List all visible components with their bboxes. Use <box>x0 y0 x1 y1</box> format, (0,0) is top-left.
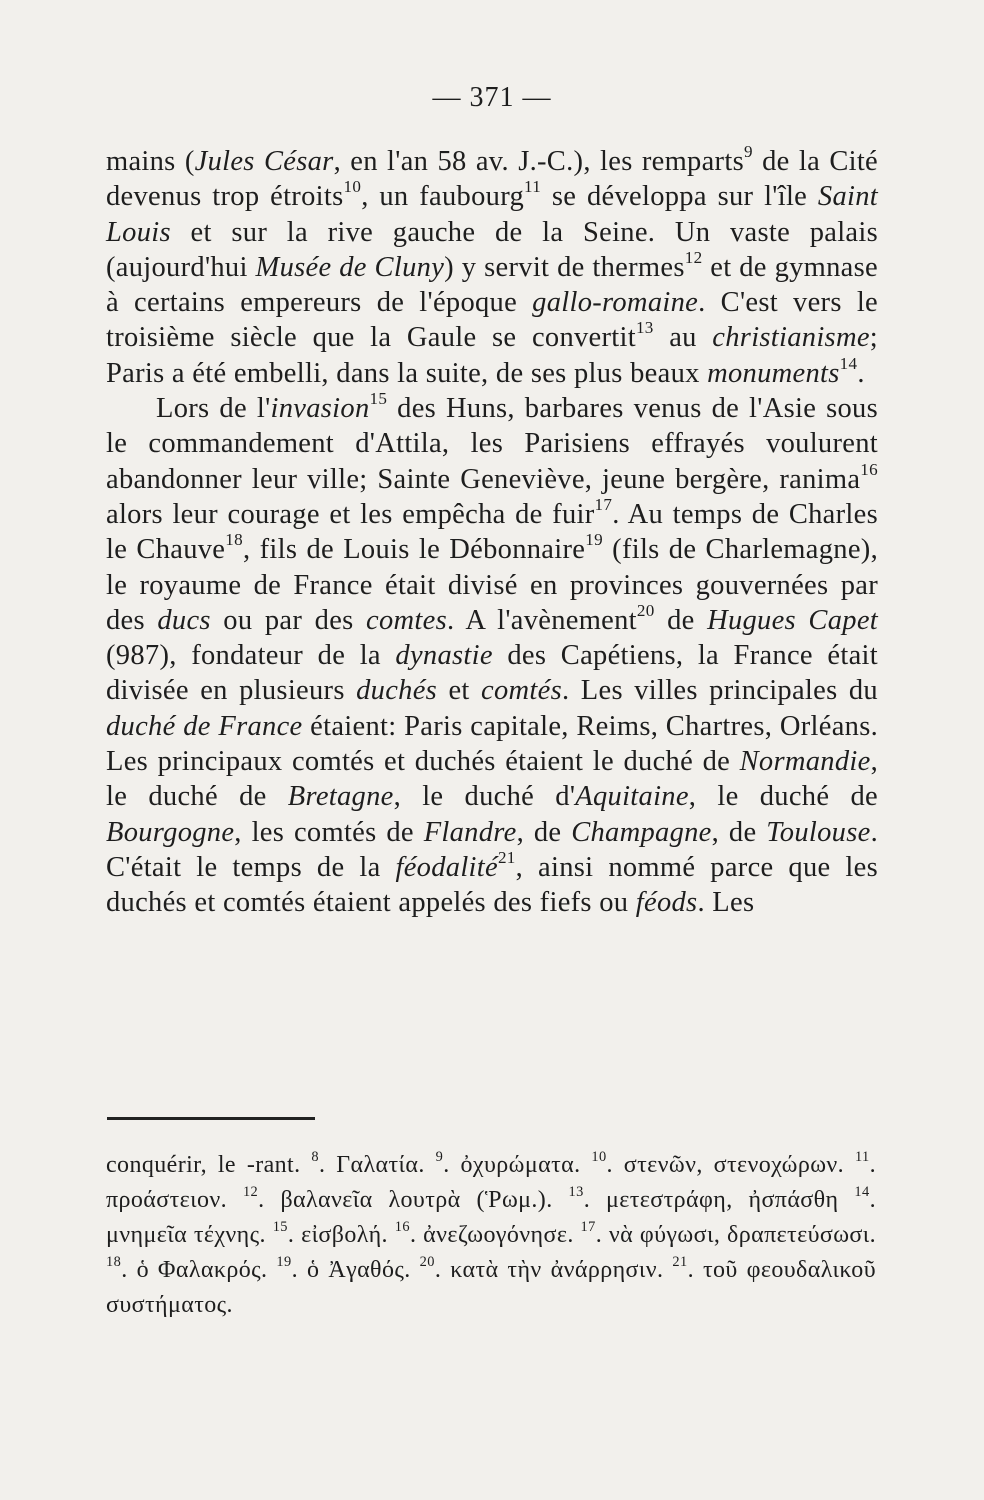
text-run: . προάστειον. <box>106 1152 876 1213</box>
text-run: . Au temps de Charles le Chauve <box>106 498 878 566</box>
text-run: . ὀχυρώματα. <box>443 1152 592 1178</box>
text-run: , en l'an 58 av. J.-C.), les remparts <box>333 146 744 177</box>
text-run: , les comtés de <box>234 816 424 848</box>
text-run: . ἀνεζωογόνησε. <box>409 1222 581 1248</box>
text-run: , de <box>516 816 572 848</box>
footnote-ref: 13 <box>635 318 654 338</box>
text-run: , de <box>711 816 767 848</box>
text-run: . κατὰ τὴν ἀνάρρησιν. <box>434 1257 673 1283</box>
text-run: . μνημεῖα τέχνης. <box>106 1187 876 1248</box>
text-run: . C'est vers le troisième siècle que la Gaule se convertit <box>106 287 879 354</box>
footnote-ref: 8 <box>311 1149 319 1166</box>
footnotes <box>106 1148 876 1323</box>
main-text <box>106 144 878 921</box>
text-run: , fils de Louis le Débonnaire <box>242 534 586 566</box>
text-run: de la Cité devenus trop étroits <box>106 146 879 213</box>
footnote-ref: 12 <box>684 248 703 268</box>
text-run: (987), fondateur de la <box>106 640 396 672</box>
footnote-ref: 15 <box>272 1219 288 1236</box>
footnote-ref: 11 <box>854 1149 870 1166</box>
footnote-ref: 15 <box>369 389 388 409</box>
italic-term: Flandre <box>423 816 517 848</box>
footnote-ref: 14 <box>854 1184 870 1201</box>
text-run: étaient: Paris capitale, Reims, Chartres, Orléans. Les principaux comtés et duchés étaient le duché de <box>106 710 879 778</box>
footnote-ref: 18 <box>225 530 243 550</box>
footnote-ref: 19 <box>276 1254 292 1271</box>
footnote-ref: 21 <box>497 848 516 868</box>
footnote-ref: 19 <box>585 530 603 550</box>
italic-term: duchés <box>356 675 438 707</box>
footnote-ref: 20 <box>636 601 655 621</box>
text-run: . A l'avènement <box>446 604 637 636</box>
italic-term: féods <box>635 887 698 919</box>
italic-term: ducs <box>157 604 211 636</box>
italic-term: féodalité <box>395 851 498 883</box>
footnote-ref: 12 <box>242 1184 259 1201</box>
italic-term: Aquitaine <box>575 781 689 813</box>
text-run: et de gymnase à certains empereurs de l'époque <box>106 251 878 319</box>
italic-term: invasion <box>270 393 370 425</box>
text-run: , un faubourg <box>361 181 525 213</box>
text-run: mains ( <box>106 146 195 177</box>
text-run: se développa sur l'île <box>541 181 818 213</box>
text-run: et <box>437 675 482 707</box>
text-run: au <box>653 322 713 354</box>
italic-term: Jules César <box>194 146 334 177</box>
text-run: . <box>857 357 865 389</box>
text-run: . νὰ φύγωσι, δραπετεύσωσι. <box>595 1222 876 1248</box>
text-run: , ainsi nommé parce que les duchés et comtés étaient appelés des fiefs ou <box>106 851 878 919</box>
italic-term: Normandie <box>739 746 871 778</box>
text-run: . Les <box>697 887 755 919</box>
text-run: . C'était le temps de la <box>106 816 878 883</box>
text-run: conquérir, le -rant. <box>106 1152 312 1178</box>
italic-term: comtés <box>481 675 562 707</box>
text-run: des Huns, barbares venus de l'Asie sous le commandement d'Attila, les Parisiens effrayés voulurent abandonner leur ville; Sainte Geneviève, jeune bergère, ranima <box>106 393 878 495</box>
text-run: . Γαλατία. <box>319 1152 436 1178</box>
text-run: . ὁ Ἀγαθός. <box>291 1257 420 1283</box>
italic-term: dynastie <box>395 640 493 672</box>
footnote-separator <box>107 1117 315 1120</box>
italic-term: Bretagne <box>287 781 394 813</box>
italic-term: Hugues Capet <box>707 604 878 636</box>
italic-term: comtes <box>366 604 447 636</box>
footnote-ref: 10 <box>343 177 362 197</box>
text-run: ) y servit de thermes <box>444 251 685 283</box>
text-run: . τοῦ φεουδαλικοῦ συστήματος. <box>106 1257 876 1318</box>
text-run: . στενῶν, στενοχώρων. <box>606 1152 855 1178</box>
footnote-ref: 21 <box>672 1254 688 1271</box>
italic-term: Champagne <box>571 816 712 848</box>
footnote-ref: 17 <box>594 495 613 515</box>
text-run: , le duché de <box>688 781 878 813</box>
italic-term: duché de France <box>106 710 303 742</box>
text-run: de <box>654 604 708 636</box>
text-run: . Les villes principales du <box>561 675 878 707</box>
footnote-ref: 13 <box>568 1184 584 1201</box>
text-run: , le duché de <box>106 746 878 813</box>
italic-term: Toulouse <box>766 816 871 848</box>
text-run: (fils de Charlemagne), le royaume de France était divisé en provinces gouvernées par des <box>106 534 878 636</box>
footnote-ref: 14 <box>839 353 858 373</box>
paragraph <box>106 144 878 391</box>
footnote-ref: 16 <box>860 459 878 479</box>
page-number: — 371 — <box>432 82 552 113</box>
text-run: Lors de l' <box>156 393 271 425</box>
italic-term: Saint Louis <box>106 181 878 248</box>
footnote-ref: 20 <box>419 1254 435 1271</box>
text-run: . μετεστράφη, ἠσπάσθη <box>583 1187 855 1213</box>
paragraph <box>106 391 878 920</box>
text-run: . βαλανεῖα λουτρὰ (Ῥωμ.). <box>258 1187 569 1213</box>
footnote-ref: 17 <box>580 1219 596 1236</box>
footnote-ref: 18 <box>106 1254 122 1271</box>
italic-term: gallo-romaine <box>532 287 699 319</box>
footnote-ref: 10 <box>591 1149 607 1166</box>
footnote-ref: 11 <box>524 177 542 197</box>
italic-term: Bourgogne <box>106 816 235 848</box>
text-run: . ὁ Φαλακρός. <box>121 1257 277 1283</box>
text-run: ; Paris a été embelli, dans la suite, de ses plus beaux <box>106 322 878 389</box>
italic-term: christianisme <box>712 322 870 354</box>
text-run: des Capétiens, la France était divisée en plusieurs <box>106 640 878 707</box>
text-run: , le duché d' <box>393 781 576 813</box>
text-run: ou par des <box>210 604 367 636</box>
text-run: . εἰσβολή. <box>287 1222 395 1248</box>
footnote-ref: 16 <box>394 1219 410 1236</box>
text-run: alors leur courage et les empêcha de fuir <box>106 498 595 530</box>
footnote-ref: 9 <box>435 1149 444 1166</box>
italic-term: Musée de Cluny <box>255 251 445 283</box>
text-run: et sur la rive gauche de la Seine. Un vaste palais (aujourd'hui <box>106 216 878 283</box>
italic-term: monuments <box>707 357 840 389</box>
footnote-ref: 9 <box>743 142 753 162</box>
